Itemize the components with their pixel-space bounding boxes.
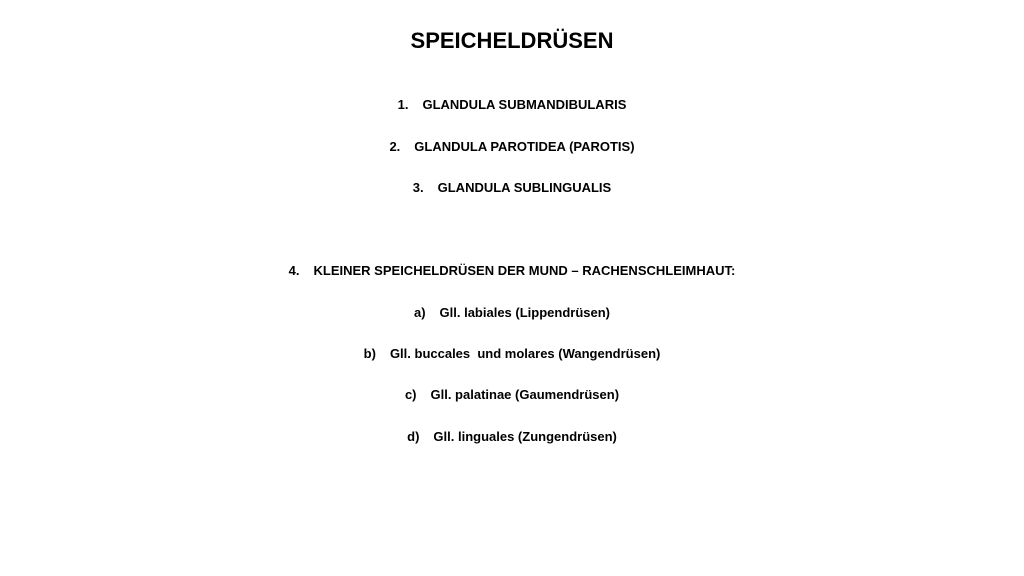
sublist-item-text: Gll. labiales (Lippendrüsen) — [439, 305, 611, 320]
sublist-item-text: Gll. palatinae (Gaumendrüsen) — [430, 387, 620, 402]
sublist-item-labiales — [0, 304, 1024, 322]
sublist-item-linguales — [0, 428, 1024, 446]
sublist-item-palatinae — [0, 386, 1024, 404]
list-item-parotidea — [0, 138, 1024, 156]
list-item-text: GLANDULA SUBMANDIBULARIS — [422, 97, 627, 112]
sublist-item-text: Gll. linguales (Zungendrüsen) — [433, 429, 617, 444]
sublist-item-marker: a) — [413, 305, 426, 320]
list-item-kleiner-speicheldruesen — [0, 262, 1024, 280]
list-item-marker: 1. — [397, 97, 409, 112]
sublist-item-text: Gll. buccales und molares (Wangendrüsen) — [389, 346, 661, 361]
list-item-submandibularis — [0, 96, 1024, 114]
sublist-item-marker: c) — [404, 387, 417, 402]
list-item-text: GLANDULA PAROTIDEA (PAROTIS) — [414, 139, 635, 154]
list-item-text: KLEINER SPEICHELDRÜSEN DER MUND – RACHENSCHLEIMHAUT: — [313, 263, 736, 278]
sublist-item-marker: b) — [363, 346, 376, 361]
slide-title: SPEICHELDRÜSEN — [410, 28, 614, 53]
list-item-text: GLANDULA SUBLINGUALIS — [437, 180, 612, 195]
list-item-sublingualis — [0, 179, 1024, 197]
list-item-marker: 3. — [412, 180, 424, 195]
list-item-marker: 2. — [389, 139, 401, 154]
sublist-item-marker: d) — [407, 429, 420, 444]
list-item-marker: 4. — [288, 263, 300, 278]
sublist-item-buccales — [0, 345, 1024, 363]
